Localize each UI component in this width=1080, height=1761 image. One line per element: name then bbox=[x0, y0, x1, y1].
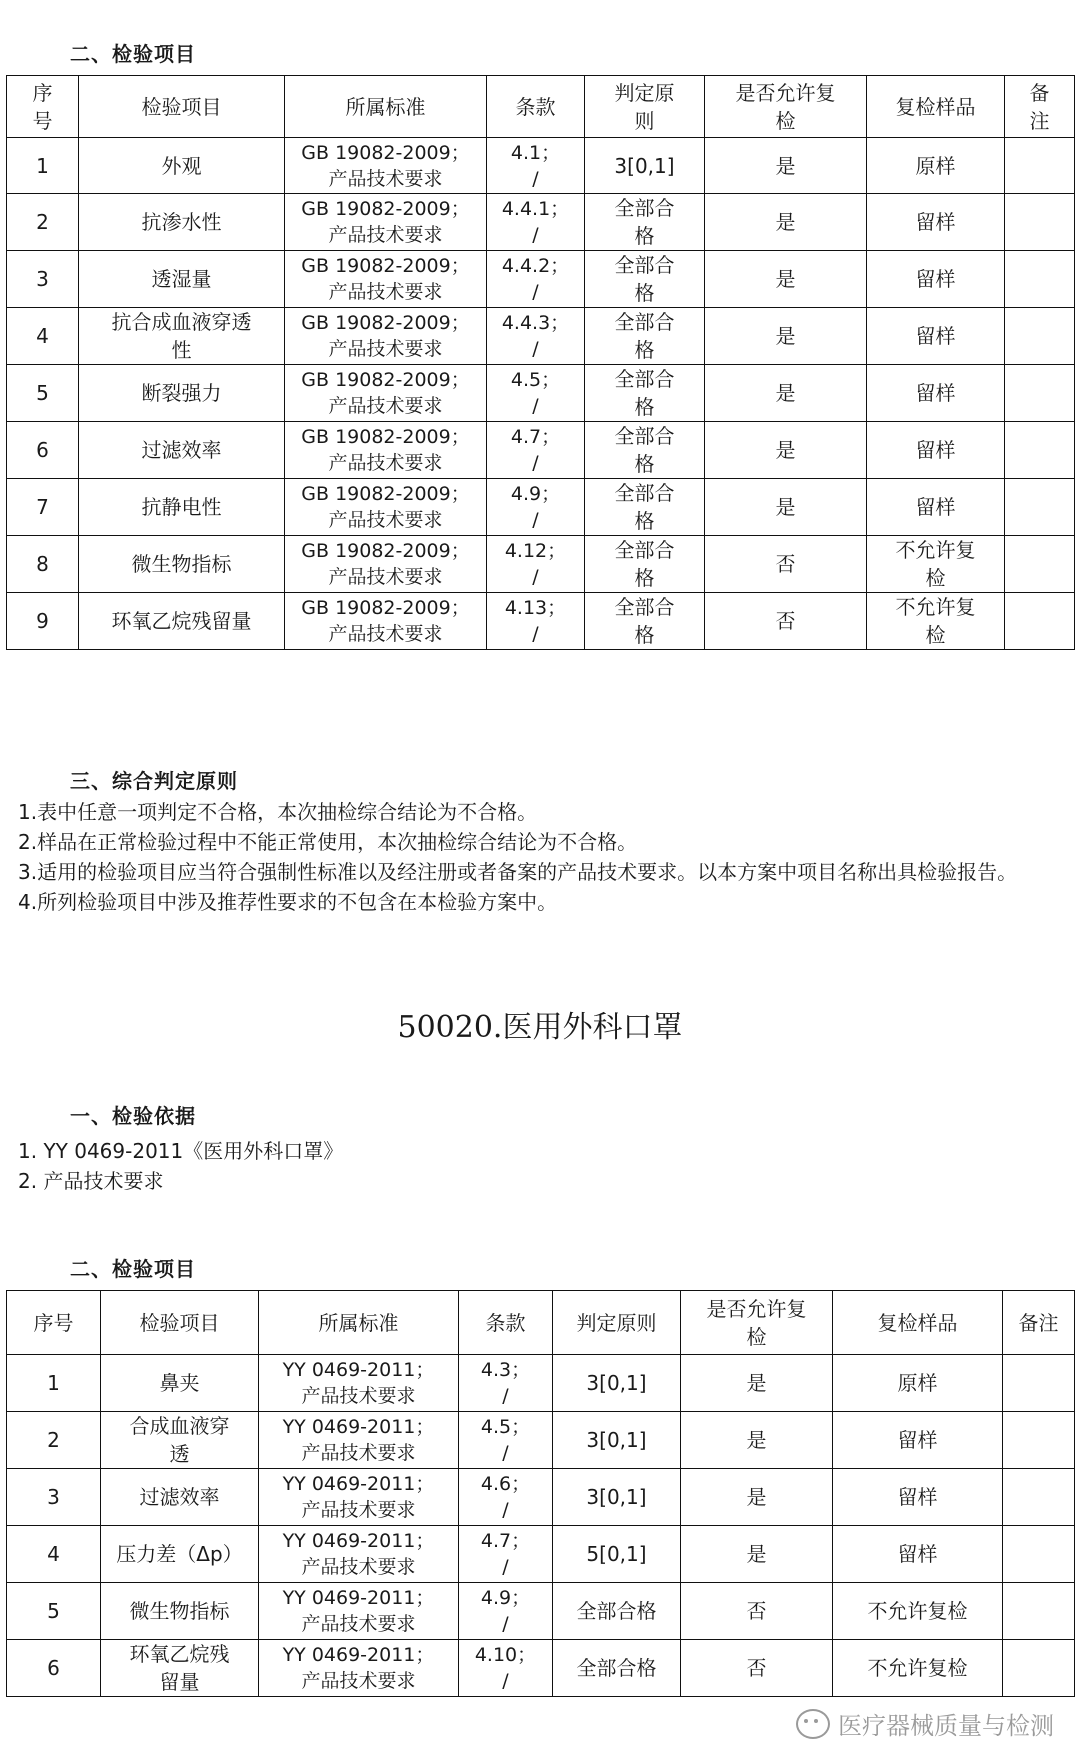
cell-recheck: 是 bbox=[705, 479, 867, 536]
cell-clause: 4.9； / bbox=[487, 479, 585, 536]
cell-item: 合成血液穿 透 bbox=[101, 1412, 259, 1469]
cell-recheck: 是 bbox=[705, 138, 867, 194]
cell-sample: 留样 bbox=[867, 251, 1005, 308]
cell-rule: 全部合格 bbox=[553, 1640, 681, 1697]
column-header: 检验项目 bbox=[79, 76, 285, 138]
cell-std: GB 19082-2009； 产品技术要求 bbox=[285, 593, 487, 650]
cell-sample: 原样 bbox=[867, 138, 1005, 194]
table-row bbox=[7, 308, 1075, 365]
column-header: 序号 bbox=[7, 1291, 101, 1355]
cell-no: 3 bbox=[7, 251, 79, 308]
list-item: 3.适用的检验项目应当符合强制性标准以及经注册或者备案的产品技术要求。以本方案中项目名称出具检验报告。 bbox=[18, 860, 1018, 884]
cell-note bbox=[1003, 1412, 1075, 1469]
column-header: 检验项目 bbox=[101, 1291, 259, 1355]
list-item: 2. 产品技术要求 bbox=[18, 1169, 164, 1193]
cell-std: GB 19082-2009； 产品技术要求 bbox=[285, 251, 487, 308]
cell-no: 6 bbox=[7, 422, 79, 479]
cell-item: 抗合成血液穿透 性 bbox=[79, 308, 285, 365]
table-row bbox=[7, 536, 1075, 593]
table-row bbox=[7, 1355, 1075, 1412]
cell-item: 断裂强力 bbox=[79, 365, 285, 422]
cell-note bbox=[1003, 1355, 1075, 1412]
cell-recheck: 是 bbox=[681, 1526, 833, 1583]
cell-std: YY 0469-2011； 产品技术要求 bbox=[259, 1640, 459, 1697]
cell-std: GB 19082-2009； 产品技术要求 bbox=[285, 422, 487, 479]
cell-clause: 4.10； / bbox=[459, 1640, 553, 1697]
cell-note bbox=[1005, 251, 1075, 308]
cell-no: 3 bbox=[7, 1469, 101, 1526]
cell-sample: 留样 bbox=[833, 1526, 1003, 1583]
table-row bbox=[7, 593, 1075, 650]
cell-rule: 3[0,1] bbox=[553, 1355, 681, 1412]
cell-no: 4 bbox=[7, 1526, 101, 1583]
cell-recheck: 是 bbox=[705, 251, 867, 308]
cell-no: 2 bbox=[7, 1412, 101, 1469]
cell-no: 1 bbox=[7, 1355, 101, 1412]
cell-rule: 全部合 格 bbox=[585, 251, 705, 308]
cell-std: YY 0469-2011； 产品技术要求 bbox=[259, 1412, 459, 1469]
cell-std: GB 19082-2009； 产品技术要求 bbox=[285, 138, 487, 194]
cell-rule: 5[0,1] bbox=[553, 1526, 681, 1583]
cell-rule: 全部合 格 bbox=[585, 593, 705, 650]
principles-list bbox=[18, 797, 1068, 917]
cell-clause: 4.4.1； / bbox=[487, 194, 585, 251]
cell-recheck: 是 bbox=[705, 422, 867, 479]
table-row bbox=[7, 138, 1075, 194]
section-b-items-heading: 二、检验项目 bbox=[70, 1257, 196, 1281]
cell-rule: 全部合 格 bbox=[585, 308, 705, 365]
table-row bbox=[7, 1583, 1075, 1640]
watermark-text: 医疗器械质量与检测 bbox=[838, 1712, 1054, 1740]
cell-std: YY 0469-2011； 产品技术要求 bbox=[259, 1526, 459, 1583]
column-header: 所属标准 bbox=[285, 76, 487, 138]
cell-clause: 4.4.3； / bbox=[487, 308, 585, 365]
cell-clause: 4.12； / bbox=[487, 536, 585, 593]
table-row bbox=[7, 251, 1075, 308]
column-header: 所属标准 bbox=[259, 1291, 459, 1355]
cell-std: GB 19082-2009； 产品技术要求 bbox=[285, 194, 487, 251]
section-a-principles-heading: 三、综合判定原则 bbox=[70, 769, 238, 793]
cell-rule: 3[0,1] bbox=[553, 1412, 681, 1469]
cell-item: 抗静电性 bbox=[79, 479, 285, 536]
cell-sample: 留样 bbox=[867, 308, 1005, 365]
cell-note bbox=[1005, 536, 1075, 593]
cell-std: GB 19082-2009； 产品技术要求 bbox=[285, 308, 487, 365]
cell-clause: 4.13； / bbox=[487, 593, 585, 650]
column-header: 备 注 bbox=[1005, 76, 1075, 138]
cell-std: YY 0469-2011； 产品技术要求 bbox=[259, 1469, 459, 1526]
cell-item: 抗渗水性 bbox=[79, 194, 285, 251]
cell-rule: 3[0,1] bbox=[585, 138, 705, 194]
cell-note bbox=[1003, 1526, 1075, 1583]
cell-recheck: 是 bbox=[681, 1469, 833, 1526]
cell-sample: 留样 bbox=[833, 1469, 1003, 1526]
table-row bbox=[7, 1526, 1075, 1583]
wechat-icon bbox=[796, 1709, 830, 1739]
cell-item: 环氧乙烷残 留量 bbox=[101, 1640, 259, 1697]
cell-item: 鼻夹 bbox=[101, 1355, 259, 1412]
cell-no: 6 bbox=[7, 1640, 101, 1697]
section-a-items-table bbox=[6, 75, 1075, 650]
cell-note bbox=[1005, 194, 1075, 251]
table-row bbox=[7, 1412, 1075, 1469]
cell-recheck: 是 bbox=[681, 1412, 833, 1469]
table-header-row bbox=[7, 1291, 1075, 1355]
cell-std: YY 0469-2011； 产品技术要求 bbox=[259, 1355, 459, 1412]
cell-recheck: 是 bbox=[705, 308, 867, 365]
cell-rule: 全部合 格 bbox=[585, 422, 705, 479]
list-item: 1. YY 0469-2011《医用外科口罩》 bbox=[18, 1139, 344, 1163]
cell-no: 9 bbox=[7, 593, 79, 650]
cell-no: 1 bbox=[7, 138, 79, 194]
column-header: 条款 bbox=[487, 76, 585, 138]
column-header: 备注 bbox=[1003, 1291, 1075, 1355]
cell-recheck: 否 bbox=[705, 593, 867, 650]
table-row bbox=[7, 479, 1075, 536]
cell-recheck: 是 bbox=[705, 194, 867, 251]
cell-note bbox=[1003, 1469, 1075, 1526]
cell-sample: 留样 bbox=[833, 1412, 1003, 1469]
column-header: 判定原 则 bbox=[585, 76, 705, 138]
cell-clause: 4.7； / bbox=[459, 1526, 553, 1583]
cell-sample: 不允许复检 bbox=[833, 1640, 1003, 1697]
column-header: 是否允许复 检 bbox=[681, 1291, 833, 1355]
table-row bbox=[7, 1640, 1075, 1697]
column-header: 条款 bbox=[459, 1291, 553, 1355]
basis-list bbox=[18, 1136, 1018, 1196]
cell-std: GB 19082-2009； 产品技术要求 bbox=[285, 536, 487, 593]
cell-sample: 不允许复 检 bbox=[867, 593, 1005, 650]
cell-item: 压力差（Δp） bbox=[101, 1526, 259, 1583]
page-title: 50020.医用外科口罩 bbox=[397, 1010, 683, 1045]
cell-note bbox=[1005, 365, 1075, 422]
cell-item: 透湿量 bbox=[79, 251, 285, 308]
cell-rule: 全部合 格 bbox=[585, 194, 705, 251]
cell-item: 微生物指标 bbox=[79, 536, 285, 593]
cell-item: 过滤效率 bbox=[101, 1469, 259, 1526]
cell-clause: 4.4.2； / bbox=[487, 251, 585, 308]
cell-item: 过滤效率 bbox=[79, 422, 285, 479]
column-header: 复检样品 bbox=[833, 1291, 1003, 1355]
cell-no: 4 bbox=[7, 308, 79, 365]
cell-clause: 4.3； / bbox=[459, 1355, 553, 1412]
cell-clause: 4.9； / bbox=[459, 1583, 553, 1640]
table-row bbox=[7, 365, 1075, 422]
table-row bbox=[7, 194, 1075, 251]
section-b-items-table bbox=[6, 1290, 1075, 1697]
cell-clause: 4.6； / bbox=[459, 1469, 553, 1526]
cell-note bbox=[1005, 479, 1075, 536]
cell-std: YY 0469-2011； 产品技术要求 bbox=[259, 1583, 459, 1640]
column-header: 序 号 bbox=[7, 76, 79, 138]
cell-recheck: 否 bbox=[681, 1640, 833, 1697]
cell-note bbox=[1005, 138, 1075, 194]
cell-no: 5 bbox=[7, 365, 79, 422]
cell-note bbox=[1005, 308, 1075, 365]
cell-sample: 不允许复检 bbox=[833, 1583, 1003, 1640]
cell-clause: 4.7； / bbox=[487, 422, 585, 479]
cell-clause: 4.5； / bbox=[459, 1412, 553, 1469]
cell-item: 外观 bbox=[79, 138, 285, 194]
cell-rule: 全部合格 bbox=[553, 1583, 681, 1640]
list-item: 4.所列检验项目中涉及推荐性要求的不包含在本检验方案中。 bbox=[18, 890, 558, 914]
list-item: 2.样品在正常检验过程中不能正常使用，本次抽检综合结论为不合格。 bbox=[18, 830, 638, 854]
cell-rule: 全部合 格 bbox=[585, 479, 705, 536]
cell-recheck: 否 bbox=[681, 1583, 833, 1640]
cell-rule: 3[0,1] bbox=[553, 1469, 681, 1526]
cell-sample: 不允许复 检 bbox=[867, 536, 1005, 593]
cell-no: 7 bbox=[7, 479, 79, 536]
cell-item: 微生物指标 bbox=[101, 1583, 259, 1640]
table-row bbox=[7, 422, 1075, 479]
cell-sample: 留样 bbox=[867, 479, 1005, 536]
cell-rule: 全部合 格 bbox=[585, 536, 705, 593]
table-row bbox=[7, 1469, 1075, 1526]
cell-no: 5 bbox=[7, 1583, 101, 1640]
cell-sample: 留样 bbox=[867, 365, 1005, 422]
watermark bbox=[796, 1706, 1054, 1741]
cell-clause: 4.1； / bbox=[487, 138, 585, 194]
cell-note bbox=[1003, 1583, 1075, 1640]
cell-std: GB 19082-2009； 产品技术要求 bbox=[285, 479, 487, 536]
cell-clause: 4.5； / bbox=[487, 365, 585, 422]
list-item: 1.表中任意一项判定不合格，本次抽检综合结论为不合格。 bbox=[18, 800, 538, 824]
cell-item: 环氧乙烷残留量 bbox=[79, 593, 285, 650]
cell-recheck: 是 bbox=[705, 365, 867, 422]
section-a-items-heading: 二、检验项目 bbox=[70, 42, 196, 66]
cell-recheck: 是 bbox=[681, 1355, 833, 1412]
cell-note bbox=[1005, 593, 1075, 650]
cell-sample: 留样 bbox=[867, 194, 1005, 251]
cell-std: GB 19082-2009； 产品技术要求 bbox=[285, 365, 487, 422]
cell-sample: 留样 bbox=[867, 422, 1005, 479]
cell-note bbox=[1005, 422, 1075, 479]
table-header-row bbox=[7, 76, 1075, 138]
column-header: 是否允许复 检 bbox=[705, 76, 867, 138]
cell-note bbox=[1003, 1640, 1075, 1697]
cell-sample: 原样 bbox=[833, 1355, 1003, 1412]
column-header: 判定原则 bbox=[553, 1291, 681, 1355]
cell-rule: 全部合 格 bbox=[585, 365, 705, 422]
cell-recheck: 否 bbox=[705, 536, 867, 593]
column-header: 复检样品 bbox=[867, 76, 1005, 138]
cell-no: 2 bbox=[7, 194, 79, 251]
cell-no: 8 bbox=[7, 536, 79, 593]
section-b-basis-heading: 一、检验依据 bbox=[70, 1104, 196, 1128]
